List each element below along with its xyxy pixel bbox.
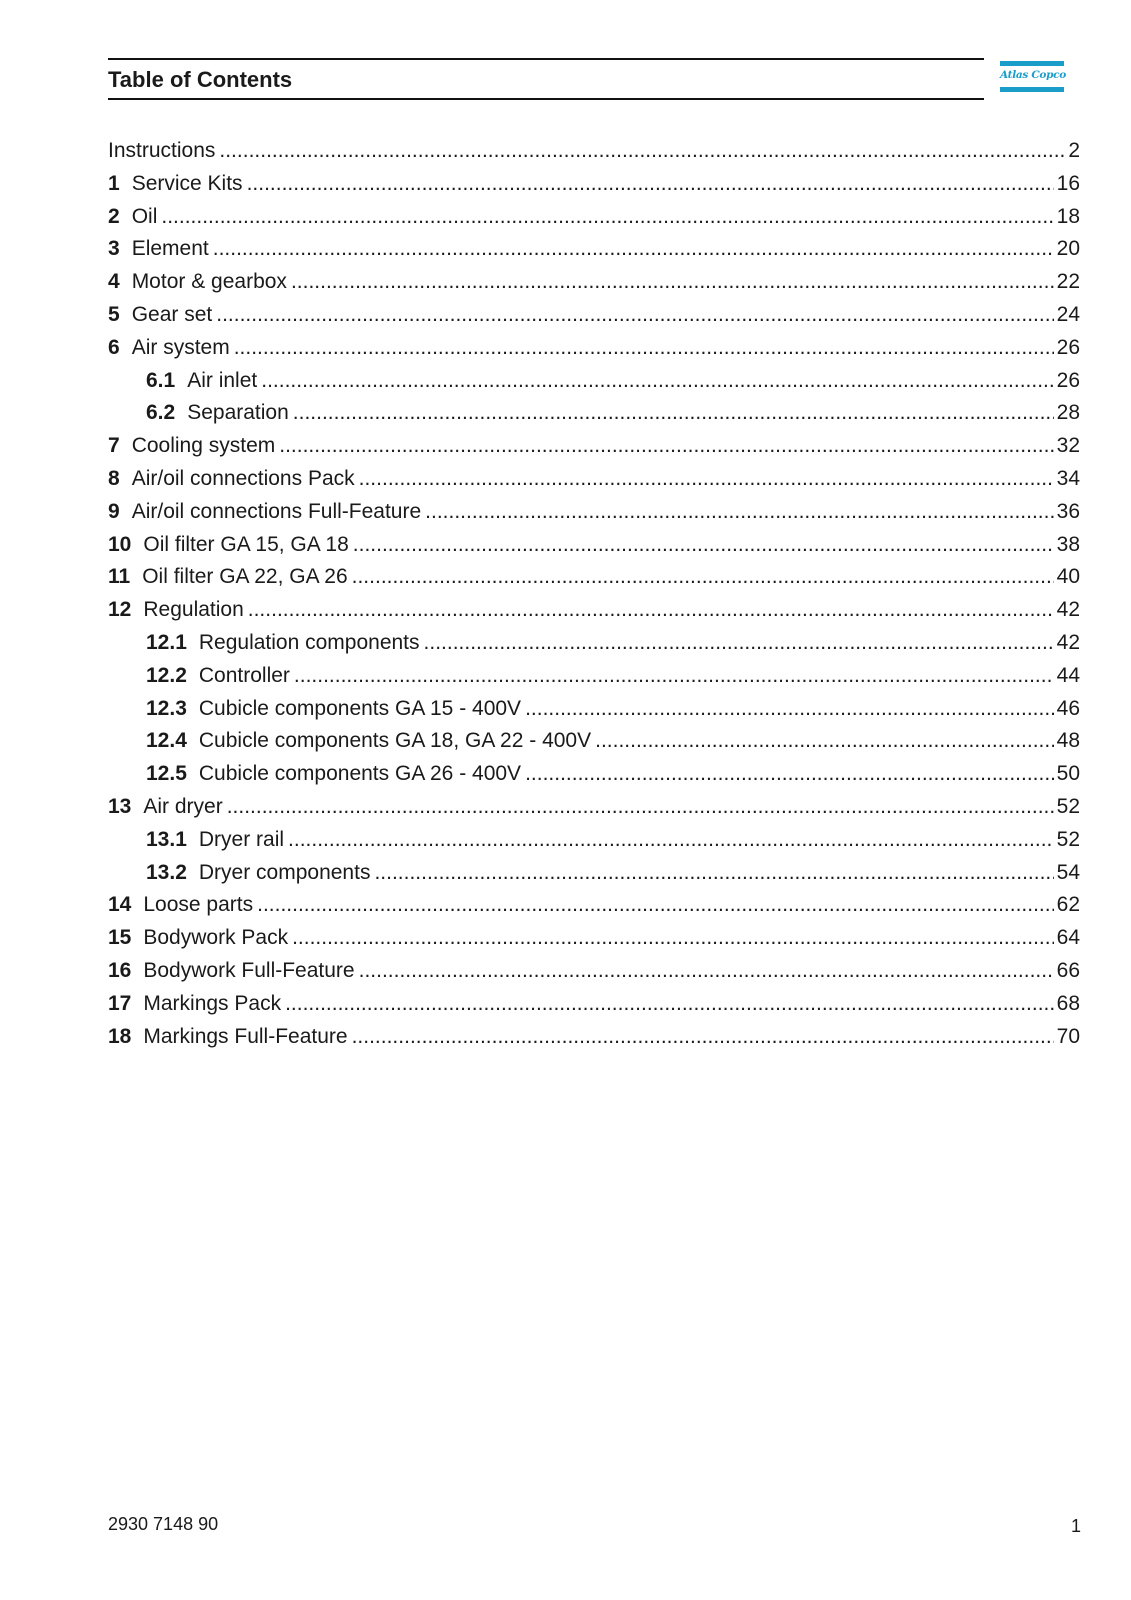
toc-entry-page: 62 (1056, 893, 1080, 917)
toc-entry-page: 42 (1056, 598, 1080, 622)
toc-dot-leader (292, 925, 1054, 951)
toc-entry[interactable] (108, 630, 1080, 663)
toc-dot-leader (161, 204, 1053, 230)
toc-entry[interactable] (108, 663, 1080, 696)
toc-entry-label: Service Kits (131, 171, 243, 195)
toc-entry[interactable] (108, 1024, 1080, 1057)
toc-dot-leader (248, 597, 1054, 623)
toc-entry[interactable] (108, 892, 1080, 925)
toc-entry-page: 26 (1056, 335, 1080, 359)
toc-entry[interactable] (108, 761, 1080, 794)
toc-dot-leader (352, 564, 1054, 590)
toc-entry-page: 66 (1056, 958, 1080, 982)
toc-entry-number: 12 (108, 598, 132, 622)
toc-dot-leader (234, 335, 1054, 361)
toc-entry[interactable] (108, 532, 1080, 565)
toc-entry-label: Air/oil connections Pack (131, 466, 355, 490)
toc-entry[interactable] (108, 269, 1080, 302)
toc-entry-label: Cubicle components GA 18, GA 22 - 400V (198, 729, 592, 753)
toc-entry-number: 18 (108, 1024, 132, 1048)
toc-dot-leader (288, 827, 1054, 853)
toc-entry-number: 14 (108, 893, 132, 917)
toc-entry-label: Markings Pack (143, 991, 282, 1015)
toc-entry-number: 9 (108, 499, 120, 523)
toc-dot-leader (425, 499, 1053, 525)
toc-entry[interactable] (108, 597, 1080, 630)
toc-entry-page: 40 (1056, 565, 1080, 589)
toc-entry-page: 42 (1056, 630, 1080, 654)
toc-entry-label: Regulation components (198, 630, 420, 654)
toc-dot-leader (213, 236, 1054, 262)
toc-entry-number: 6.2 (146, 401, 176, 425)
toc-entry-number: 1 (108, 171, 120, 195)
toc-entry-label: Air inlet (187, 368, 258, 392)
toc-entry-label: Cubicle components GA 15 - 400V (198, 696, 522, 720)
toc-dot-leader (424, 630, 1054, 656)
toc-entry-label: Oil filter GA 22, GA 26 (142, 565, 348, 589)
toc-entry-label: Controller (198, 663, 290, 687)
toc-entry-number: 13.1 (146, 827, 187, 851)
toc-entry-number: 13 (108, 794, 132, 818)
toc-entry-label: Bodywork Full-Feature (143, 958, 355, 982)
toc-entry-page: 52 (1056, 794, 1080, 818)
toc-entry[interactable] (108, 991, 1080, 1024)
toc-dot-leader (294, 663, 1054, 689)
toc-entry[interactable] (108, 827, 1080, 860)
page-title: Table of Contents (108, 67, 293, 92)
toc-dot-leader (293, 400, 1054, 426)
document-number: 2930 7148 90 (108, 1514, 219, 1534)
toc-entry-label: Loose parts (143, 893, 254, 917)
toc-entry-page: 50 (1056, 762, 1080, 786)
toc-entry-label: Dryer rail (198, 827, 285, 851)
toc-entry-number: 12.3 (146, 696, 187, 720)
toc-entry[interactable] (108, 860, 1080, 893)
toc-entry-number: 6 (108, 335, 120, 359)
toc-entry-page: 48 (1056, 729, 1080, 753)
toc-entry[interactable] (108, 794, 1080, 827)
toc-entry[interactable] (108, 204, 1080, 237)
toc-entry-label: Instructions (108, 139, 216, 162)
page-header (108, 58, 984, 100)
toc-entry-number: 6.1 (146, 368, 176, 392)
toc-dot-leader (227, 794, 1054, 820)
table-of-contents (108, 138, 1080, 1056)
toc-dot-leader (359, 466, 1054, 492)
toc-dot-leader (595, 728, 1054, 754)
page-number: 1 (1070, 1516, 1081, 1536)
toc-entry-label: Dryer components (198, 860, 371, 884)
toc-dot-leader (279, 433, 1053, 459)
toc-entry-label: Air/oil connections Full-Feature (131, 499, 422, 523)
logo-bar-bottom (1000, 87, 1064, 92)
toc-dot-leader (216, 302, 1053, 328)
toc-entry-page: 26 (1056, 368, 1080, 392)
toc-entry-label: Regulation (143, 598, 244, 622)
toc-entry-number: 3 (108, 237, 120, 261)
toc-dot-leader (291, 269, 1054, 295)
toc-entry-label: Air system (131, 335, 230, 359)
toc-entry[interactable] (108, 171, 1080, 204)
toc-entry-page: 18 (1056, 204, 1080, 228)
toc-entry-page: 2 (1068, 139, 1080, 162)
toc-dot-leader (219, 138, 1065, 164)
toc-entry[interactable] (108, 696, 1080, 729)
toc-entry-page: 24 (1056, 302, 1080, 326)
toc-entry-page: 34 (1056, 466, 1080, 490)
toc-entry-label: Separation (187, 401, 289, 425)
toc-entry-number: 12.5 (146, 762, 187, 786)
toc-entry-label: Cubicle components GA 26 - 400V (198, 762, 522, 786)
toc-entry-number: 16 (108, 958, 132, 982)
toc-entry-number: 4 (108, 270, 120, 294)
toc-entry-label: Air dryer (143, 794, 223, 818)
toc-entry-label: Oil filter GA 15, GA 18 (143, 532, 349, 556)
toc-entry[interactable] (108, 335, 1080, 368)
toc-entry[interactable] (108, 728, 1080, 761)
toc-entry-number: 12.1 (146, 630, 187, 654)
toc-entry-label: Gear set (131, 302, 213, 326)
logo-text: Atlas Copco (1000, 69, 1066, 81)
toc-entry[interactable] (108, 466, 1080, 499)
toc-entry[interactable] (108, 564, 1080, 597)
toc-entry[interactable] (108, 400, 1080, 433)
toc-entry-number: 15 (108, 926, 132, 950)
toc-entry[interactable] (108, 433, 1080, 466)
toc-entry[interactable] (108, 368, 1080, 401)
toc-dot-leader (261, 368, 1053, 394)
toc-dot-leader (525, 696, 1054, 722)
toc-entry-label: Markings Full-Feature (143, 1024, 348, 1048)
toc-entry-page: 20 (1056, 237, 1080, 261)
toc-dot-leader (359, 958, 1054, 984)
toc-entry[interactable] (108, 236, 1080, 269)
atlas-copco-logo (1000, 61, 1064, 95)
toc-entry-number: 12.4 (146, 729, 187, 753)
toc-dot-leader (352, 1024, 1054, 1050)
toc-dot-leader (525, 761, 1054, 787)
toc-entry[interactable] (108, 925, 1080, 958)
toc-entry[interactable] (108, 302, 1080, 335)
toc-entry-page: 22 (1056, 270, 1080, 294)
toc-entry-label: Element (131, 237, 209, 261)
toc-entry-number: 12.2 (146, 663, 187, 687)
toc-entry[interactable] (108, 499, 1080, 532)
toc-entry-number: 8 (108, 466, 120, 490)
toc-entry-label: Bodywork Pack (143, 926, 289, 950)
toc-entry-page: 68 (1056, 991, 1080, 1015)
toc-dot-leader (353, 532, 1054, 558)
toc-entry-number: 13.2 (146, 860, 187, 884)
toc-entry-page: 46 (1056, 696, 1080, 720)
toc-entry-page: 54 (1056, 860, 1080, 884)
toc-entry-page: 32 (1056, 434, 1080, 458)
toc-entry-page: 52 (1056, 827, 1080, 851)
toc-entry-number: 10 (108, 532, 132, 556)
toc-entry-number: 7 (108, 434, 120, 458)
toc-entry-page: 64 (1056, 926, 1080, 950)
toc-dot-leader (247, 171, 1054, 197)
toc-dot-leader (374, 860, 1053, 886)
toc-entry[interactable] (108, 958, 1080, 991)
toc-entry-label: Oil (131, 204, 158, 228)
toc-entry-page: 28 (1056, 401, 1080, 425)
toc-entry-page: 16 (1056, 171, 1080, 195)
toc-entry-page: 44 (1056, 663, 1080, 687)
logo-bar-top (1000, 61, 1064, 66)
toc-entry-label: Cooling system (131, 434, 276, 458)
toc-dot-leader (257, 892, 1054, 918)
toc-entry-number: 2 (108, 204, 120, 228)
toc-entry-number: 17 (108, 991, 132, 1015)
toc-entry-page: 70 (1056, 1024, 1080, 1048)
toc-entry-page: 36 (1056, 499, 1080, 523)
toc-entry-number: 11 (108, 565, 131, 589)
toc-entry-number: 5 (108, 302, 120, 326)
toc-entry[interactable] (108, 138, 1080, 171)
toc-entry-page: 38 (1056, 532, 1080, 556)
toc-dot-leader (285, 991, 1054, 1017)
toc-entry-label: Motor & gearbox (131, 270, 287, 294)
